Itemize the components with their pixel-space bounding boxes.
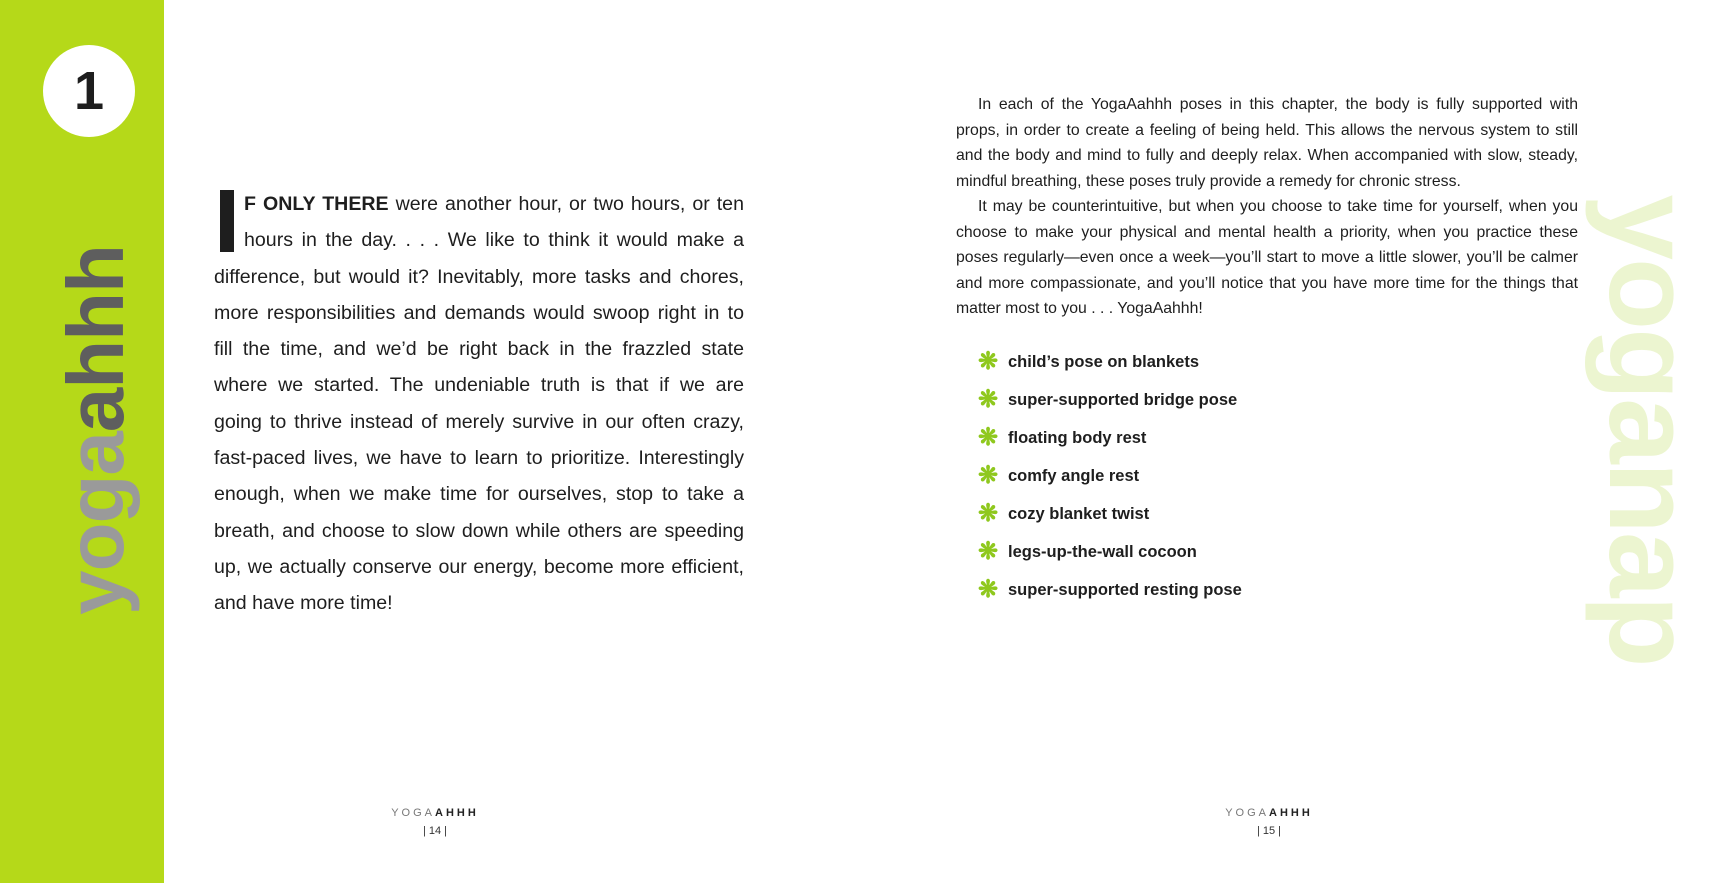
- asterisk-bullet-icon: ❋: [978, 538, 999, 565]
- chapter-title-part1: yoga: [51, 432, 140, 615]
- left-page-body: [214, 186, 744, 622]
- list-item: [978, 495, 1242, 533]
- chapter-number-circle: [43, 45, 135, 137]
- asterisk-bullet-icon: ❋: [978, 576, 999, 603]
- paragraph: In each of the YogaAahhh poses in this chapter, the body is fully supported with props, in order to create a feeling of being held. This allows the nervous system to still and the body and mind to fully and deeply relax. When accompanied with slow, steady, mindful breathing, these poses truly provide a remedy for chronic stress.: [956, 96, 1578, 190]
- pose-name: super-supported bridge pose: [1008, 390, 1238, 409]
- list-item: [978, 457, 1242, 495]
- ghost-title-vertical: yoganap: [1584, 194, 1716, 666]
- list-item: [978, 381, 1242, 419]
- asterisk-bullet-icon: ❋: [978, 386, 999, 413]
- chapter-title-vertical: [51, 245, 140, 615]
- asterisk-bullet-icon: ❋: [978, 500, 999, 527]
- page-number: | 14 |: [422, 825, 448, 837]
- paragraph: It may be counterintuitive, but when you choose to take time for yourself, when you choose to make your physical and mental health a priority, when you practice these poses regularly—even once a week—you’ll start to move a little slower, you’ll be calmer and more compassionate, and you’ll notice that you have more time for the things that matter most to you . . . YogaAahhh!: [956, 198, 1578, 317]
- pose-name: child’s pose on blankets: [1008, 352, 1200, 371]
- page-number: | 15 |: [1256, 825, 1282, 837]
- drop-cap: [220, 190, 234, 252]
- chapter-title-part2: ahhh: [51, 245, 140, 433]
- chapter-number: 1: [73, 61, 105, 121]
- list-item: [978, 419, 1242, 457]
- list-item: [978, 571, 1242, 609]
- asterisk-bullet-icon: ❋: [978, 424, 999, 451]
- pose-name: legs-up-the-wall cocoon: [1008, 542, 1197, 561]
- pose-name: floating body rest: [1008, 428, 1147, 447]
- body-text: were another hour, or two hours, or ten hours in the day. . . . We like to think it would make a difference, but would it? Inevitably, more tasks and chores, more responsibilities and demands would swoop right in to fill the time, and we’d be right back in the frazzled state where we started. The undeniable truth is that if we are going to thrive instead of merely survive in our often crazy, fast-paced lives, we have to learn to prioritize. Interestingly enough, when we make time for ourselves, stop to take a breath, and choose to slow down while others are speeding up, we actually conserve our energy, become more efficient, and have more time!: [214, 193, 744, 615]
- pose-name: cozy blanket twist: [1008, 504, 1150, 523]
- asterisk-bullet-icon: ❋: [978, 348, 999, 375]
- pose-name: comfy angle rest: [1008, 466, 1140, 485]
- pose-name: super-supported resting pose: [1008, 580, 1242, 599]
- left-folio: [370, 807, 500, 837]
- list-item: [978, 343, 1242, 381]
- right-page-body: [956, 92, 1578, 322]
- chapter-sidebar: [0, 0, 164, 883]
- running-footer: YOGAAHHH: [1225, 807, 1313, 819]
- asterisk-bullet-icon: ❋: [978, 462, 999, 489]
- pose-list: [978, 343, 1242, 609]
- running-footer: YOGAAHHH: [391, 807, 479, 819]
- lead-in: F ONLY THERE: [244, 193, 389, 215]
- list-item: [978, 533, 1242, 571]
- right-folio: [1204, 807, 1334, 837]
